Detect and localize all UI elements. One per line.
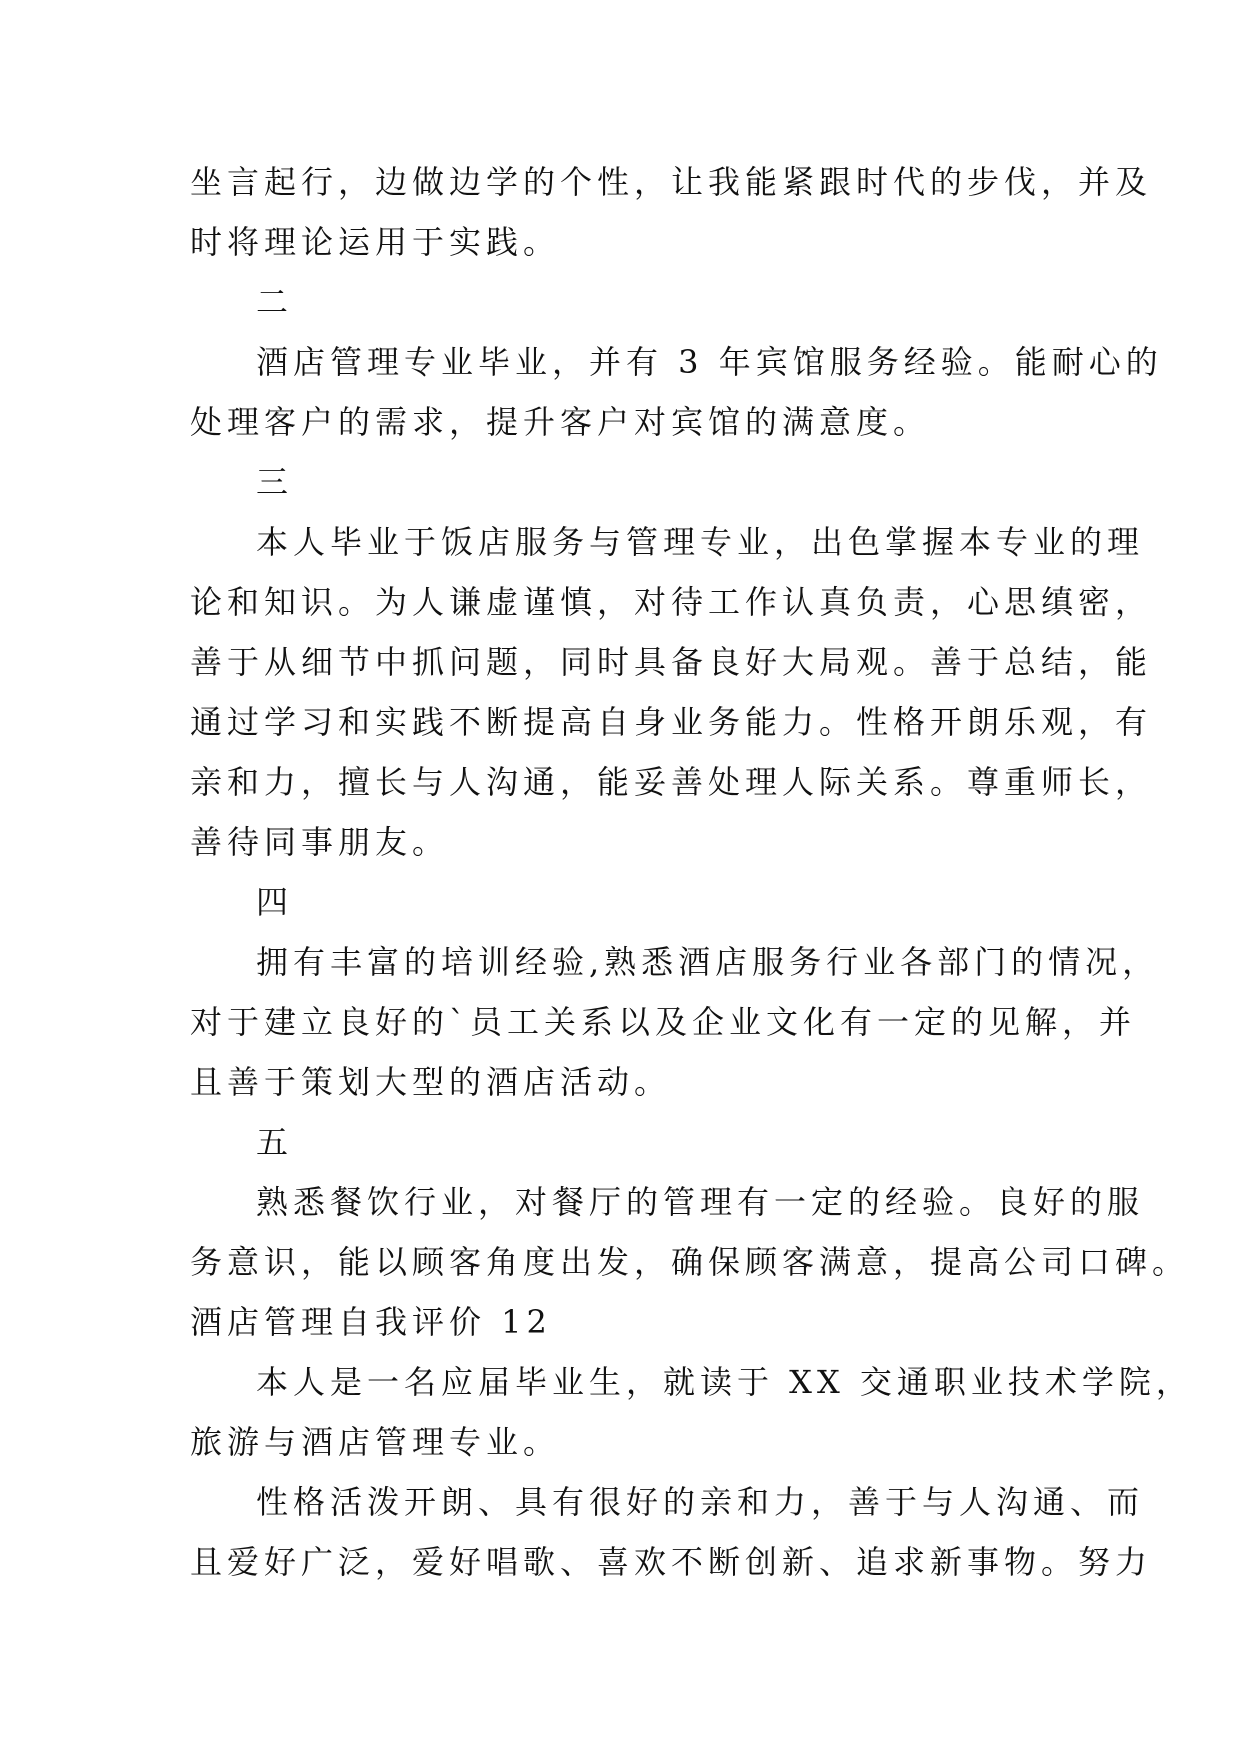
text-line: 熟悉餐饮行业，对餐厅的管理有一定的经验。良好的服 [256,1183,1145,1221]
section-number: 二 [256,283,294,321]
text-line: 性格活泼开朗、具有很好的亲和力，善于与人沟通、而 [256,1483,1145,1521]
text-line: 善于从细节中抓问题，同时具备良好大局观。善于总结，能 [190,643,1153,681]
section-heading: 酒店管理自我评价 12 [190,1303,552,1341]
text-line: 且善于策划大型的酒店活动。 [190,1063,672,1101]
text-line: 本人是一名应届毕业生，就读于 XX 交通职业技术学院， [256,1363,1193,1401]
text-line: 且爱好广泛，爱好唱歌、喜欢不断创新、追求新事物。努力 [190,1543,1153,1581]
text-line: 务意识，能以顾客角度出发，确保顾客满意，提高公司口碑。 [190,1243,1190,1281]
text-line: 善待同事朋友。 [190,823,450,861]
text-line: 亲和力，擅长与人沟通，能妥善处理人际关系。尊重师长， [190,763,1153,801]
text-line: 拥有丰富的培训经验,熟悉酒店服务行业各部门的情况， [256,943,1160,981]
section-number: 四 [256,883,294,921]
text-line: 旅游与酒店管理专业。 [190,1423,561,1461]
text-line: 对于建立良好的`员工关系以及企业文化有一定的见解，并 [190,1003,1137,1041]
text-line: 坐言起行，边做边学的个性，让我能紧跟时代的步伐，并及 [190,163,1153,201]
document-body [190,152,1193,1592]
text-line: 本人毕业于饭店服务与管理专业，出色掌握本专业的理 [256,523,1145,561]
text-line: 论和知识。为人谦虚谨慎，对待工作认真负责，心思缜密， [190,583,1153,621]
text-line: 酒店管理专业毕业，并有 3 年宾馆服务经验。能耐心的 [256,343,1163,381]
text-line: 处理客户的需求，提升客户对宾馆的满意度。 [190,403,931,441]
section-number: 五 [256,1123,294,1161]
text-line: 通过学习和实践不断提高自身业务能力。性格开朗乐观，有 [190,703,1153,741]
text-line: 时将理论运用于实践。 [190,223,561,261]
section-number: 三 [256,463,294,501]
